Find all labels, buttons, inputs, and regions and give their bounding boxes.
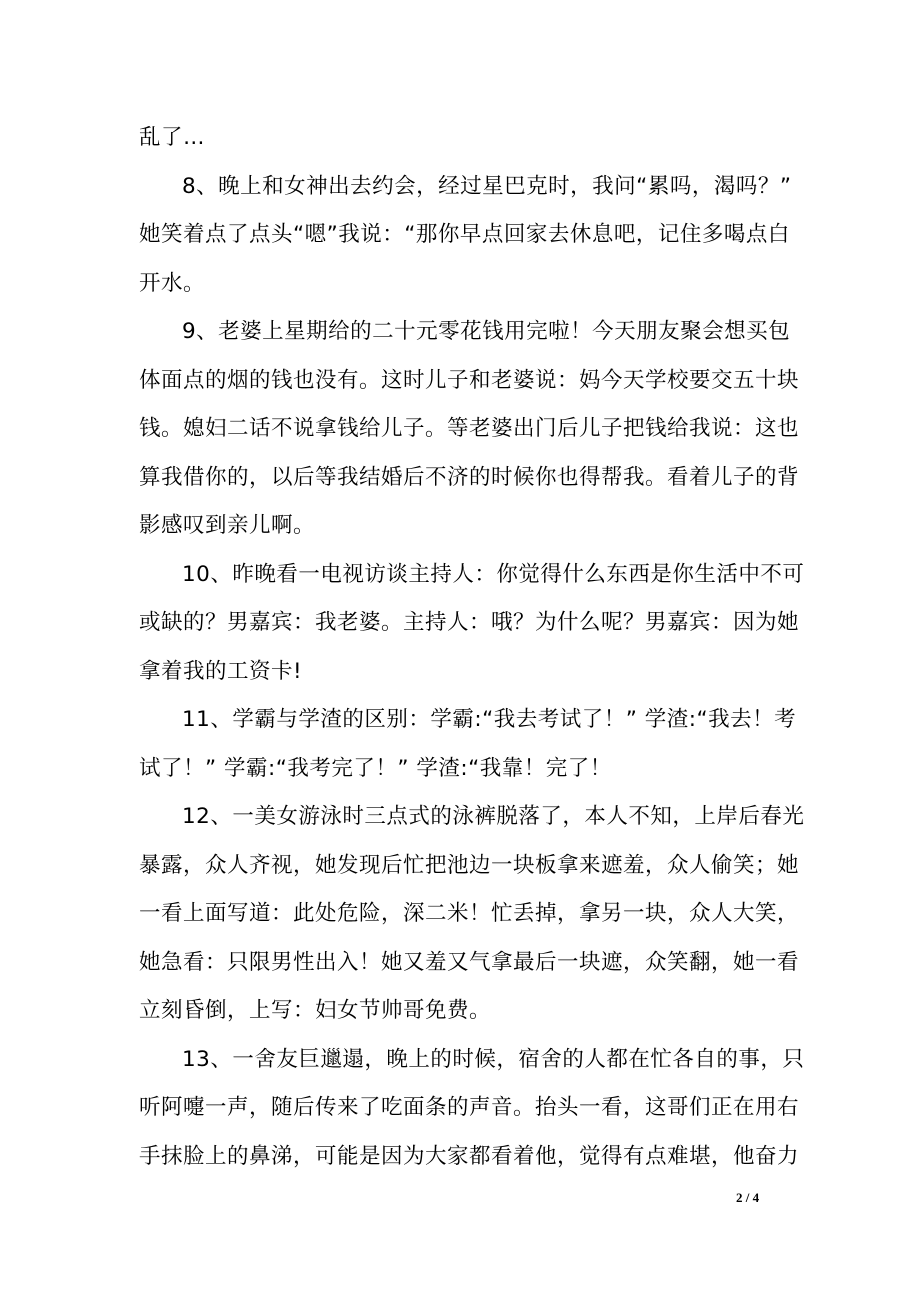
text-line: 算我借你的，以后等我结婚后不济的时候你也得帮我。看着儿子的背 [139,464,800,490]
text-line: 9、老婆上星期给的二十元零花钱用完啦！今天朋友聚会想买包 [182,319,791,344]
text-line: 她急看：只限男性出入！她又羞又气拿最后一块遮，众笑翻，她一看 [139,949,800,975]
text-line: 影感叹到亲儿啊。 [139,513,316,538]
text-line: 拿着我的工资卡! [139,658,303,684]
text-line: 试了！” 学霸:“我考完了！” 学渣:“我靠！完了！ [139,755,612,781]
text-line: 开水。 [139,270,206,296]
text-line: 手抹脸上的鼻涕，可能是因为大家都看着他，觉得有点难堪，他奋力 [139,1143,800,1169]
text-line: 13、一舍友巨邋遢，晚上的时候，宿舍的人都在忙各自的事，只 [182,1046,805,1072]
text-line: 12、一美女游泳时三点式的泳裤脱落了，本人不知，上岸后春光 [182,804,805,829]
text-line: 立刻昏倒，上写：妇女节帅哥免费。 [139,998,492,1023]
text-line: 一看上面写道：此处危险，深二米！忙丢掉，拿另一块，众人大笑， [139,901,800,926]
text-line: 11、学霸与学渣的区别：学霸:“我去考试了！” 学渣:“我去！考 [182,707,797,732]
text-line: 乱了… [139,125,206,150]
text-line: 10、昨晚看一电视访谈主持人：你觉得什么东西是你生活中不可 [182,561,805,587]
text-line: 听阿嚏一声，随后传来了吃面条的声音。抬头一看，这哥们正在用右 [139,1095,800,1120]
page-number: 2 / 4 [736,1190,760,1205]
text-line: 钱。媳妇二话不说拿钱给儿子。等老婆出门后儿子把钱给我说：这也 [139,416,800,441]
text-line: 暴露，众人齐视，她发现后忙把池边一块板拿来遮羞，众人偷笑；她 [139,852,800,878]
text-line: 或缺的？男嘉宾：我老婆。主持人：哦？为什么呢？男嘉宾：因为她 [139,610,800,635]
text-line: 体面点的烟的钱也没有。这时儿子和老婆说：妈今天学校要交五十块 [139,367,800,393]
text-line: 8、晚上和女神出去约会，经过星巴克时，我问“累吗，渴吗？” [182,173,792,199]
text-line: 她笑着点了点头“嗯”我说：“那你早点回家去休息吧，记住多喝点白 [139,222,790,247]
document-body [139,114,805,1181]
